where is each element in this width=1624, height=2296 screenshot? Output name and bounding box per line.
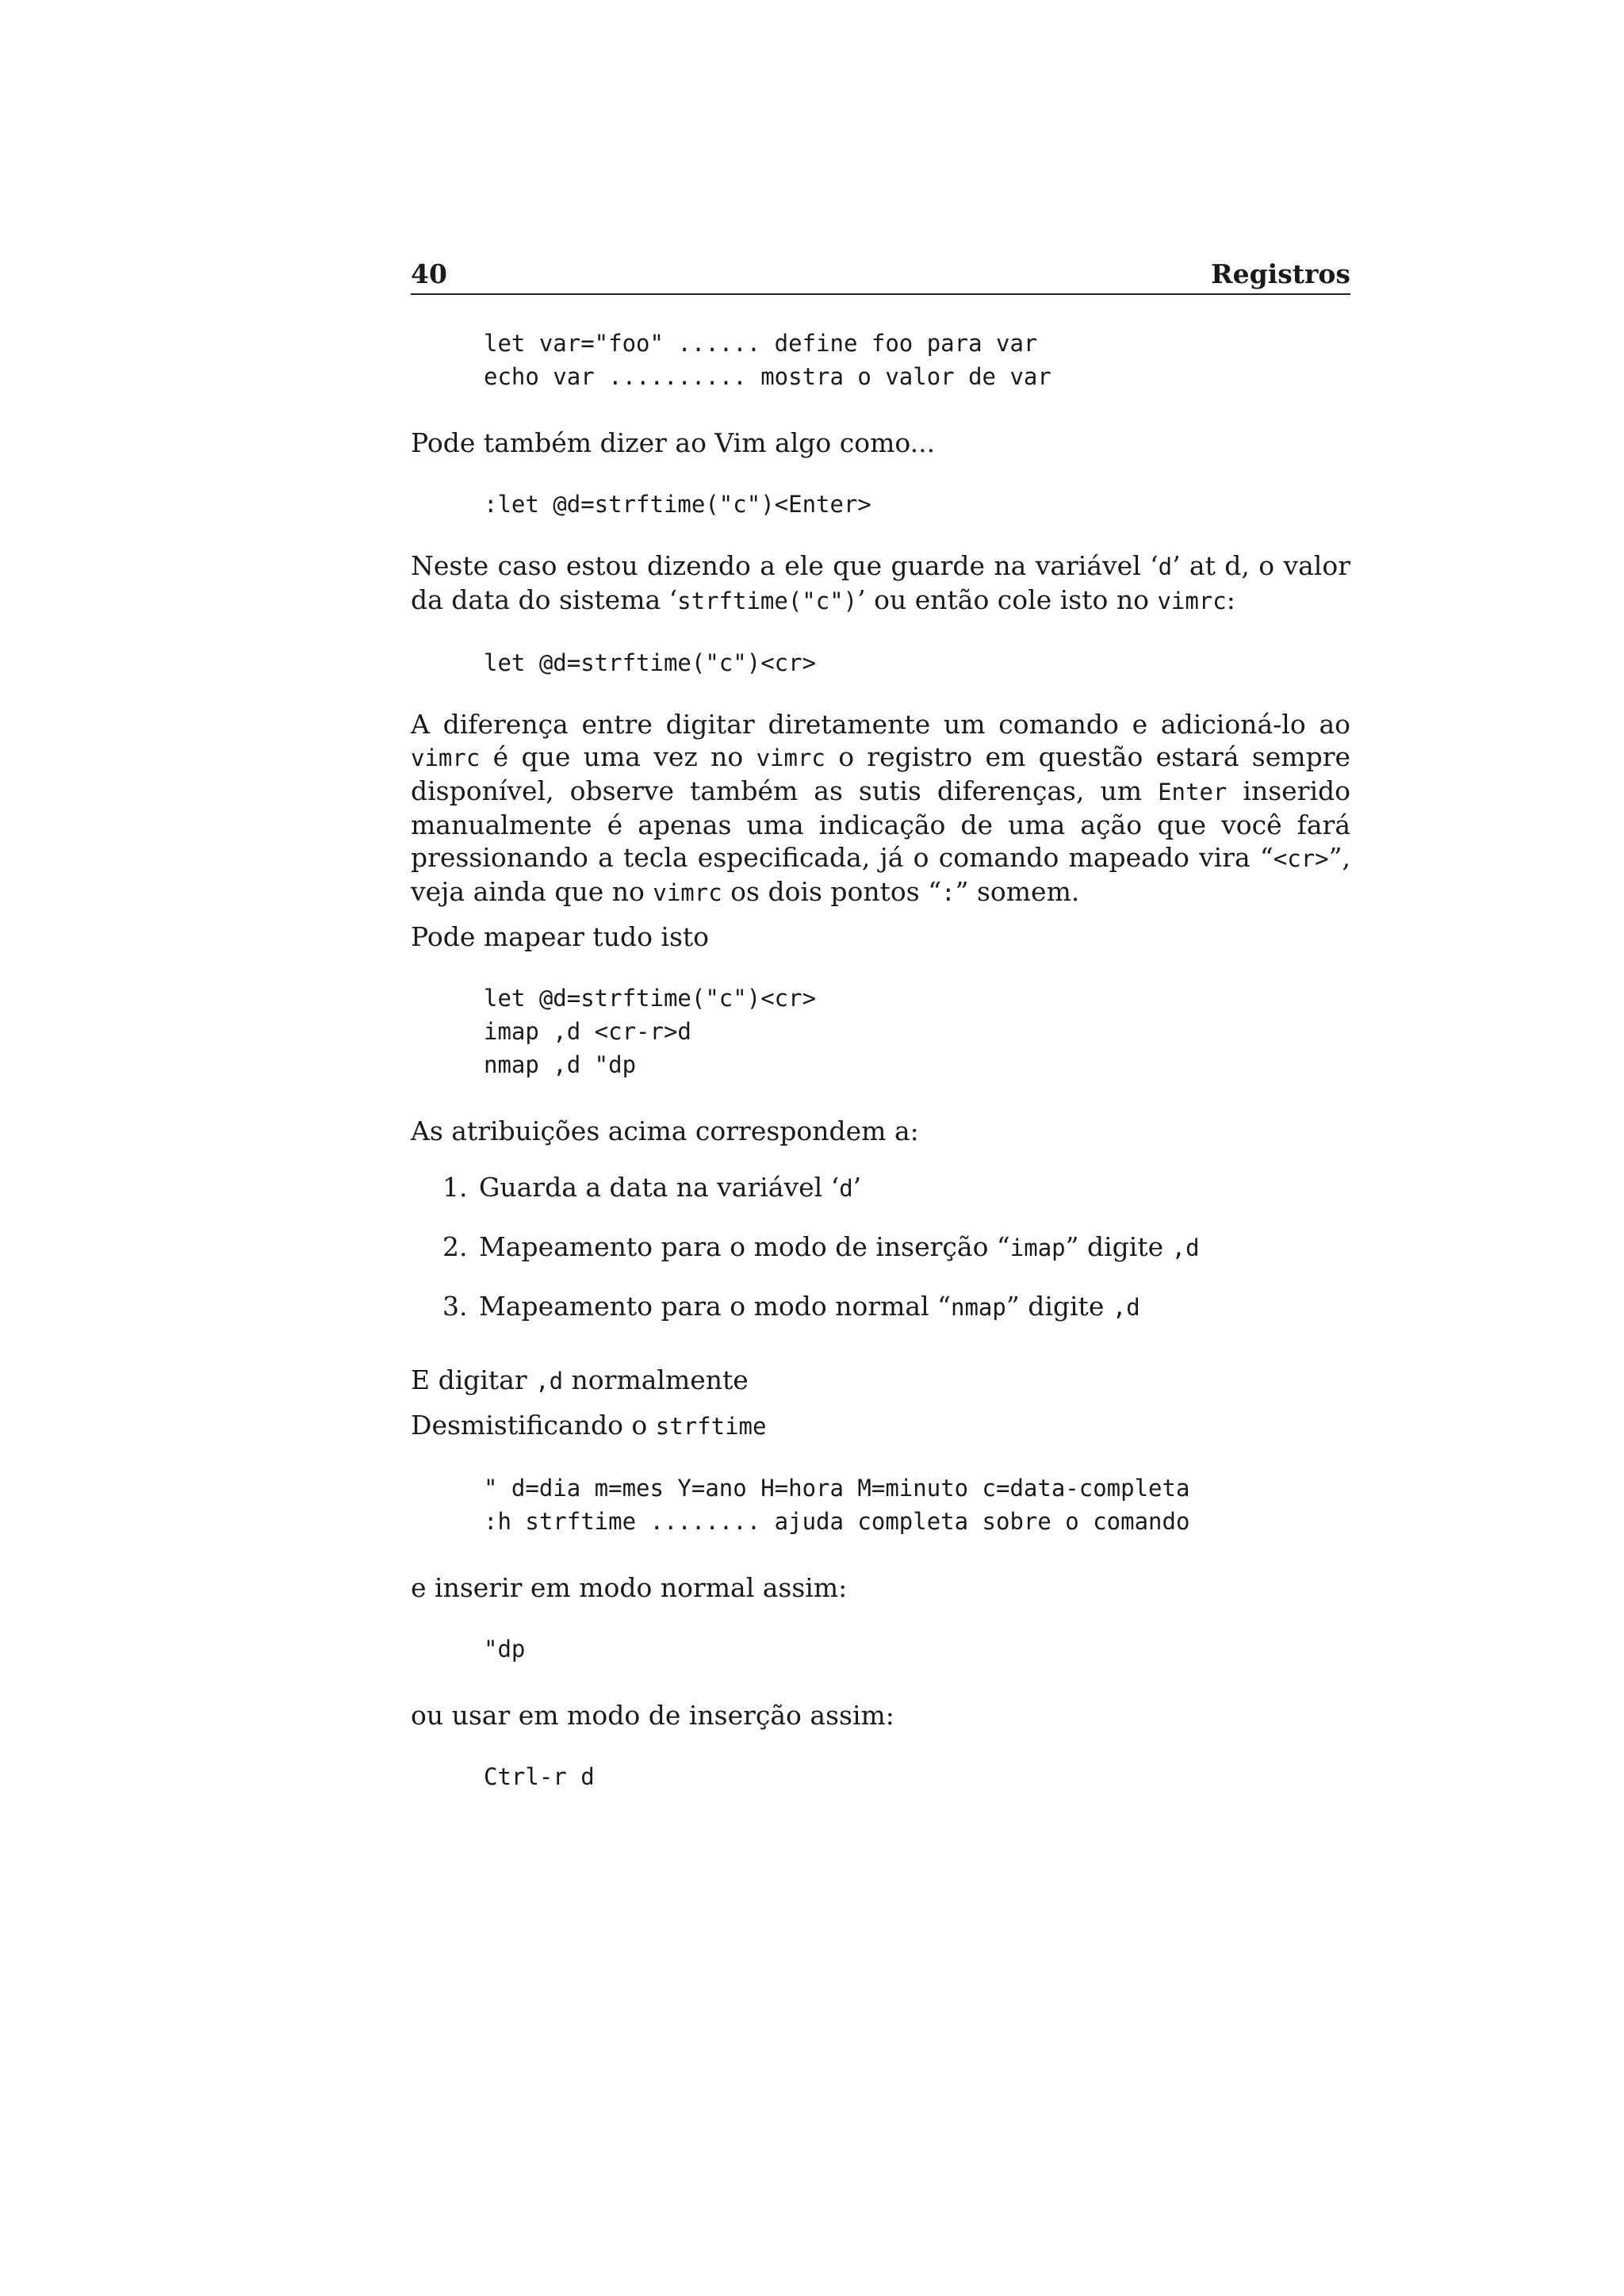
paragraph-3 [411,708,1350,909]
code-line: nmap ,d "dp [484,1051,637,1078]
inline-code: ,d [535,1368,564,1395]
code-line: imap ,d <cr-r>d [484,1018,691,1045]
code-line: let @d=strftime("c")<cr> [484,985,817,1012]
paragraph-7 [411,1409,1350,1443]
inline-code: vimrc [411,744,481,771]
inline-code: vimrc [756,744,825,771]
paragraph-6 [411,1364,1350,1398]
text-run: : [1226,584,1235,615]
code-block-6 [484,1632,1350,1666]
code-line: :h strftime ........ ajuda completa sobre o comando [484,1508,1190,1535]
inline-code: strftime [655,1413,767,1440]
inline-code: vimrc [1157,587,1227,614]
chapter-title: Registros [1211,258,1350,289]
inline-code: Enter [1158,779,1228,806]
code-line: let var="foo" ...... define foo para var [484,330,1038,357]
paragraph-8: e inserir em modo normal assim: [411,1572,848,1603]
document-page [411,258,1350,1793]
inline-code: : [941,879,956,906]
numbered-list [411,1171,1350,1324]
running-header [411,258,1350,295]
text-run: A diferença entre digitar diretamente um comando e adicioná-lo ao [411,709,1350,740]
inline-code: ,d [1112,1294,1140,1321]
code-line: Ctrl-r d [484,1763,595,1790]
text-run: Guarda a data na variável ‘ [479,1172,840,1203]
code-block-2 [484,488,1350,521]
text-run: ” somem. [955,876,1080,907]
text-run: ’ [852,1172,862,1203]
text-run: os dois pontos “ [722,876,942,907]
code-block-5 [484,1471,1350,1538]
list-number: 3. [442,1291,468,1322]
text-run: E digitar [411,1364,536,1395]
paragraph-5: As atribuições acima correspondem a: [411,1115,919,1146]
text-run: ” digite [1005,1291,1113,1322]
code-line: let @d=strftime("c")<cr> [484,649,817,676]
text-run: ” digite [1065,1231,1172,1262]
code-line: echo var .......... mostra o valor de var [484,363,1051,390]
list-item [442,1230,1350,1265]
text-run: ”, veja ainda que no [411,842,1350,907]
inline-code: nmap [951,1294,1006,1321]
page-number: 40 [411,258,447,289]
text-run: normalmente [563,1364,749,1395]
code-line: :let @d=strftime("c")<Enter> [484,491,871,518]
code-line: "dp [484,1636,526,1663]
inline-code: <cr> [1273,845,1329,872]
code-block-3 [484,646,1350,679]
inline-code: d [839,1175,853,1202]
inline-code: strftime("c") [677,587,858,614]
list-item [442,1290,1350,1324]
code-block-7 [484,1760,1350,1793]
paragraph-1: Pode também dizer ao Vim algo como... [411,427,936,458]
code-block-4 [484,982,1350,1081]
inline-code: ,d [1171,1234,1200,1261]
inline-code: imap [1009,1234,1066,1261]
text-run: é que uma vez no [480,741,756,772]
inline-code: vimrc [653,879,722,906]
code-block-1 [484,327,1350,393]
text-run: Neste caso estou dizendo a ele que guarde na variável ‘ [411,550,1159,581]
list-number: 1. [442,1172,468,1203]
paragraph-4: Pode mapear tudo isto [411,921,710,952]
list-item [442,1171,1350,1205]
text-run: ’ at d, o valor da data do sistema ‘ [411,550,1350,615]
text-run: Mapeamento para o modo de inserção “ [479,1231,1010,1262]
paragraph-9: ou usar em modo de inserção assim: [411,1700,894,1731]
text-run: ’ ou então cole isto no [857,584,1158,615]
text-run: o registro em questão estará sempre disponível, observe também as sutis diferenças, um [411,741,1350,806]
text-run: Mapeamento para o modo normal “ [479,1291,951,1322]
inline-code: d [1158,553,1173,580]
text-run: inserido manualmente é apenas uma indicação de uma ação que você fará pressionando a tecla especificada, já o comando mapeado vira “ [411,775,1350,873]
code-line: " d=dia m=mes Y=ano H=hora M=minuto c=data-completa [484,1475,1190,1502]
paragraph-2 [411,549,1350,618]
list-number: 2. [442,1231,468,1262]
text-run: Desmistificando o [411,1410,656,1441]
